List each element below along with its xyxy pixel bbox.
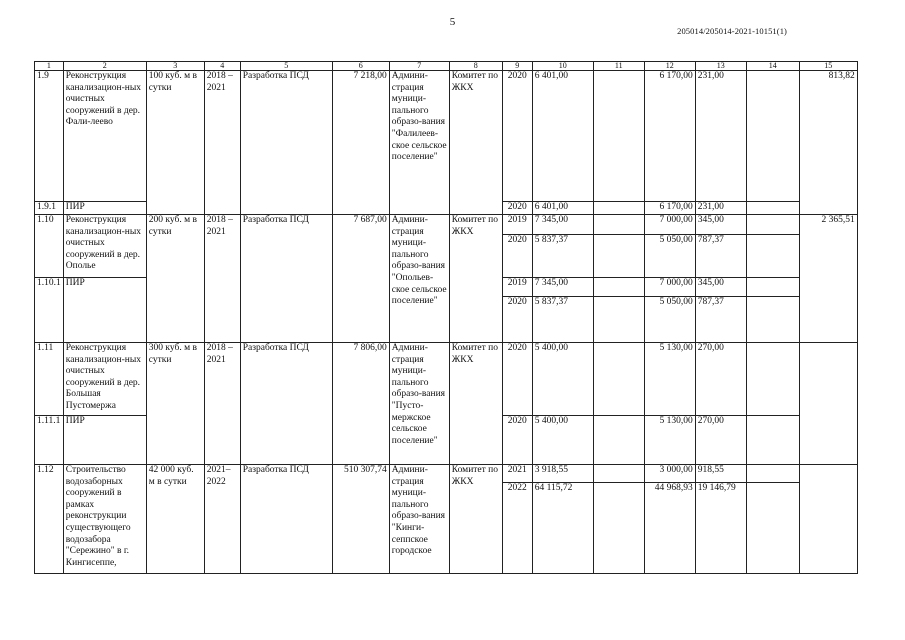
value-col14 xyxy=(746,483,799,574)
year: 2020 xyxy=(502,416,532,465)
cost: 7 218,00 xyxy=(332,71,389,215)
cost: 7 687,00 xyxy=(332,215,389,343)
value-col10: 7 345,00 xyxy=(532,278,593,297)
object-name: Реконструкция канализацион-ных очистных сооружений в дер. Ополье xyxy=(63,215,146,278)
object-name: ПИР xyxy=(63,202,146,215)
value-col12: 6 170,00 xyxy=(644,71,695,202)
capacity: 42 000 куб. м в сутки xyxy=(146,465,204,574)
value-col13: 918,55 xyxy=(695,465,746,483)
value-col11 xyxy=(593,343,644,416)
cost: 7 806,00 xyxy=(332,343,389,465)
value-col10: 3 918,55 xyxy=(532,465,593,483)
header-cell: 9 xyxy=(502,62,532,71)
value-col13: 231,00 xyxy=(695,202,746,215)
stage: Разработка ПСД xyxy=(240,343,332,465)
value-col13: 345,00 xyxy=(695,215,746,235)
value-col12: 6 170,00 xyxy=(644,202,695,215)
value-col14 xyxy=(746,297,799,343)
value-col14 xyxy=(746,278,799,297)
customer: Комитет по ЖКХ xyxy=(449,215,502,343)
value-col10: 64 115,72 xyxy=(532,483,593,574)
row-number: 1.11 xyxy=(35,343,64,416)
value-col11 xyxy=(593,278,644,297)
document-code: 205014/205014-2021-10151(1) xyxy=(677,26,787,36)
value-col12: 5 130,00 xyxy=(644,416,695,465)
value-col14 xyxy=(746,343,799,416)
table-row xyxy=(35,343,858,416)
period: 2018 – 2021 xyxy=(204,215,240,343)
value-col10: 5 837,37 xyxy=(532,235,593,278)
value-col15: 813,82 xyxy=(799,71,857,215)
period: 2018 – 2021 xyxy=(204,343,240,465)
row-number: 1.10.1 xyxy=(35,278,64,343)
value-col10: 5 837,37 xyxy=(532,297,593,343)
value-col15: 2 365,51 xyxy=(799,215,857,343)
year: 2021 xyxy=(502,465,532,483)
header-cell: 2 xyxy=(63,62,146,71)
period: 2018 – 2021 xyxy=(204,71,240,215)
value-col10: 7 345,00 xyxy=(532,215,593,235)
value-col11 xyxy=(593,202,644,215)
value-col10: 5 400,00 xyxy=(532,343,593,416)
header-cell: 11 xyxy=(593,62,644,71)
year: 2020 xyxy=(502,297,532,343)
header-cell: 14 xyxy=(746,62,799,71)
value-col12: 7 000,00 xyxy=(644,278,695,297)
program-table xyxy=(34,61,858,574)
header-cell: 10 xyxy=(532,62,593,71)
value-col10: 6 401,00 xyxy=(532,202,593,215)
header-cell: 5 xyxy=(240,62,332,71)
header-cell: 15 xyxy=(799,62,857,71)
value-col13: 787,37 xyxy=(695,297,746,343)
executor: Админи-страция муници-пального образо-вания "Кинги-сеппское городское xyxy=(389,465,449,574)
stage: Разработка ПСД xyxy=(240,465,332,574)
row-number: 1.11.1 xyxy=(35,416,64,465)
value-col11 xyxy=(593,483,644,574)
header-cell: 7 xyxy=(389,62,449,71)
stage: Разработка ПСД xyxy=(240,71,332,215)
value-col13: 345,00 xyxy=(695,278,746,297)
value-col11 xyxy=(593,235,644,278)
object-name: Реконструкция канализацион-ных очистных сооружений в дер. Фали-леево xyxy=(63,71,146,202)
value-col14 xyxy=(746,202,799,215)
value-col14 xyxy=(746,465,799,483)
executor: Админи-страция муници-пального образо-вания "Опольев-ское сельское поселение" xyxy=(389,215,449,343)
header-cell: 1 xyxy=(35,62,64,71)
executor: Админи-страция муници-пального образо-вания "Пусто-мержское сельское поселение" xyxy=(389,343,449,465)
stage: Разработка ПСД xyxy=(240,215,332,343)
table-row xyxy=(35,215,858,235)
value-col13: 231,00 xyxy=(695,71,746,202)
customer: Комитет по ЖКХ xyxy=(449,71,502,215)
value-col12: 7 000,00 xyxy=(644,215,695,235)
value-col10: 6 401,00 xyxy=(532,71,593,202)
row-number: 1.9 xyxy=(35,71,64,202)
value-col14 xyxy=(746,235,799,278)
value-col10: 5 400,00 xyxy=(532,416,593,465)
year: 2020 xyxy=(502,343,532,416)
object-name: Строительство водозаборных сооружений в рамках реконструкции существующего водозабора "Сережино" в г. Кингисеппе, xyxy=(63,465,146,574)
year: 2019 xyxy=(502,215,532,235)
header-cell: 12 xyxy=(644,62,695,71)
object-name: ПИР xyxy=(63,416,146,465)
object-name: ПИР xyxy=(63,278,146,343)
value-col12: 5 130,00 xyxy=(644,343,695,416)
header-row xyxy=(35,62,858,71)
value-col12: 5 050,00 xyxy=(644,297,695,343)
header-cell: 6 xyxy=(332,62,389,71)
capacity: 200 куб. м в сутки xyxy=(146,215,204,343)
value-col13: 19 146,79 xyxy=(695,483,746,574)
customer: Комитет по ЖКХ xyxy=(449,465,502,574)
executor: Админи-страция муници-пального образо-вания "Фалилеев-ское сельское поселение" xyxy=(389,71,449,215)
table-row xyxy=(35,71,858,202)
value-col12: 5 050,00 xyxy=(644,235,695,278)
header-cell: 8 xyxy=(449,62,502,71)
cost: 510 307,74 xyxy=(332,465,389,574)
header-cell: 4 xyxy=(204,62,240,71)
table-row xyxy=(35,465,858,483)
capacity: 100 куб. м в сутки xyxy=(146,71,204,215)
year: 2022 xyxy=(502,483,532,574)
year: 2020 xyxy=(502,71,532,202)
value-col13: 270,00 xyxy=(695,343,746,416)
value-col11 xyxy=(593,297,644,343)
value-col14 xyxy=(746,416,799,465)
period: 2021– 2022 xyxy=(204,465,240,574)
value-col13: 787,37 xyxy=(695,235,746,278)
row-number: 1.9.1 xyxy=(35,202,64,215)
value-col14 xyxy=(746,215,799,235)
capacity: 300 куб. м в сутки xyxy=(146,343,204,465)
year: 2020 xyxy=(502,202,532,215)
value-col13: 270,00 xyxy=(695,416,746,465)
object-name: Реконструкция канализацион-ных очистных сооружений в дер. Большая Пустомержа xyxy=(63,343,146,416)
row-number: 1.12 xyxy=(35,465,64,574)
value-col11 xyxy=(593,465,644,483)
value-col15 xyxy=(799,343,857,465)
value-col14 xyxy=(746,71,799,202)
value-col15 xyxy=(799,465,857,574)
year: 2019 xyxy=(502,278,532,297)
value-col11 xyxy=(593,416,644,465)
year: 2020 xyxy=(502,235,532,278)
header-cell: 3 xyxy=(146,62,204,71)
value-col12: 3 000,00 xyxy=(644,465,695,483)
page-number: 5 xyxy=(449,16,456,28)
value-col11 xyxy=(593,215,644,235)
header-cell: 13 xyxy=(695,62,746,71)
value-col12: 44 968,93 xyxy=(644,483,695,574)
customer: Комитет по ЖКХ xyxy=(449,343,502,465)
row-number: 1.10 xyxy=(35,215,64,278)
value-col11 xyxy=(593,71,644,202)
